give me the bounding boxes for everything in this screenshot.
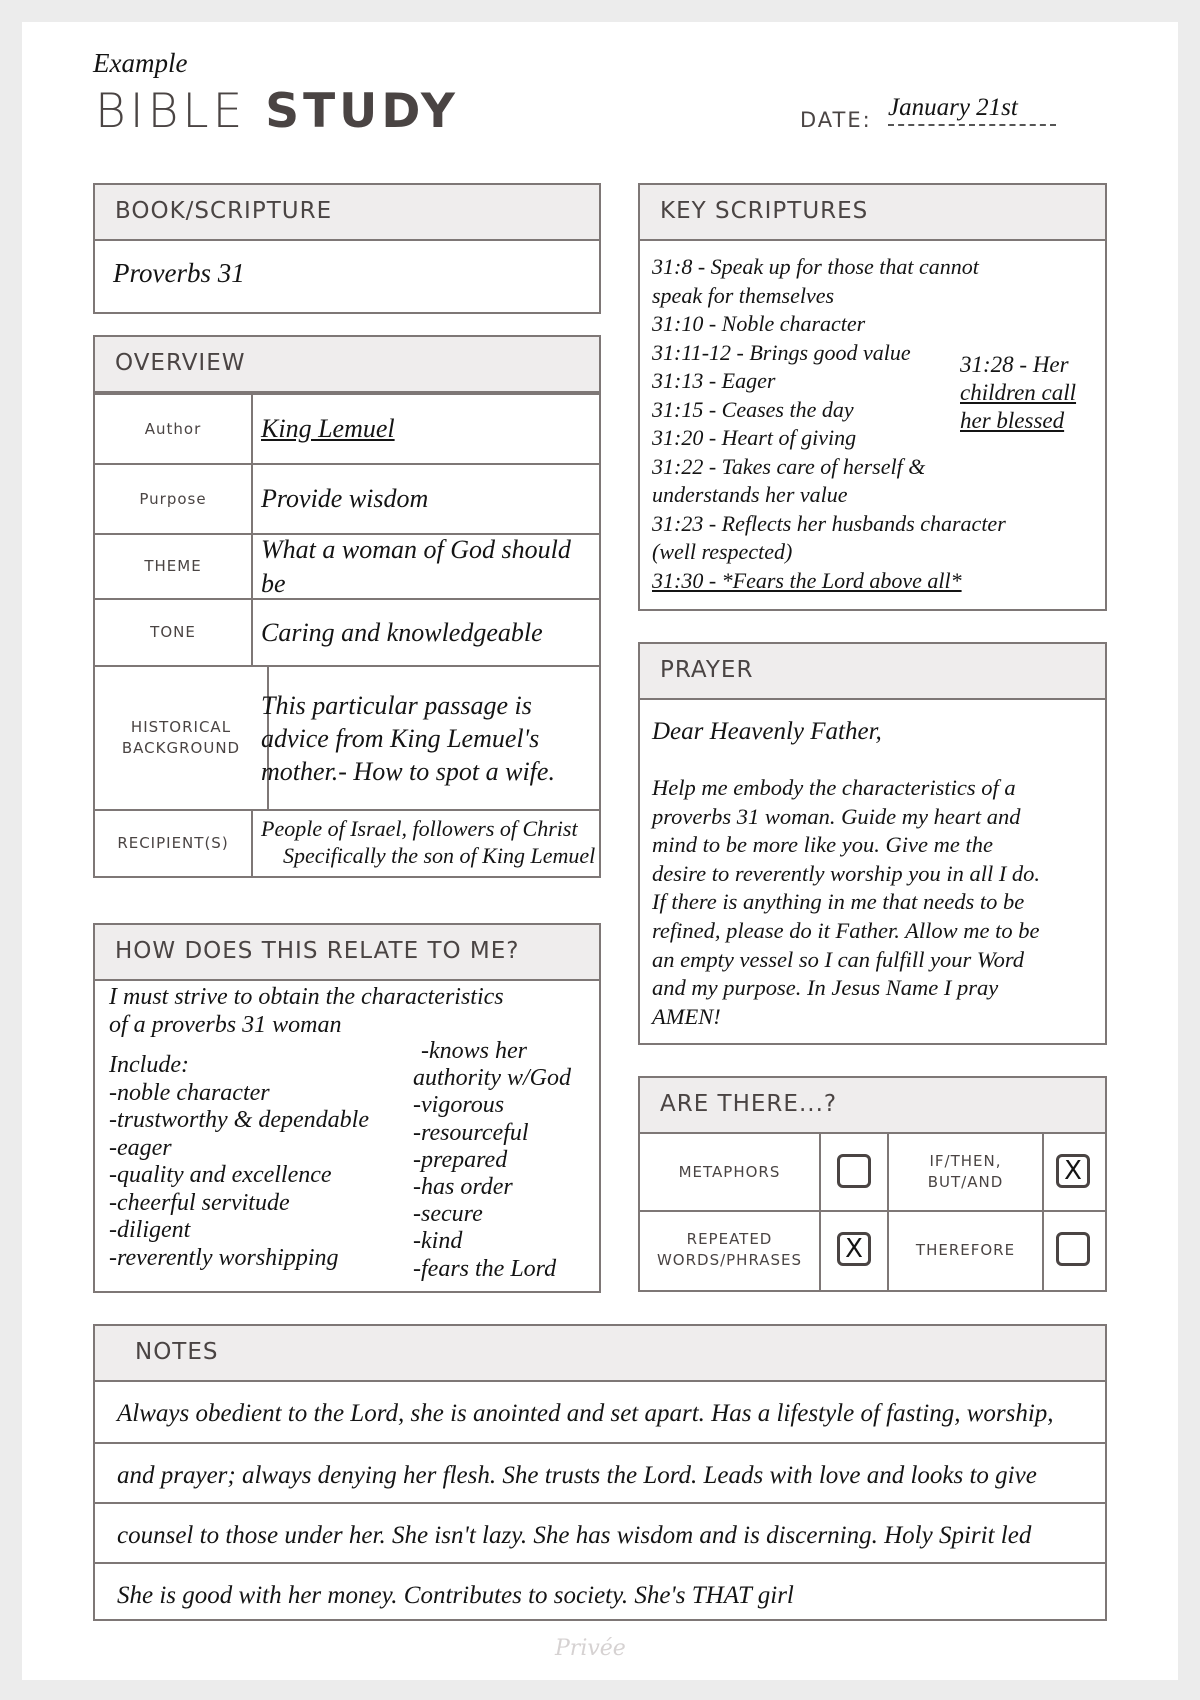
notes-line-2[interactable]: and prayer; always denying her flesh. She trusts the Lord. Leads with love and looks to give	[95, 1442, 1105, 1502]
prayer-line: desire to reverently worship you in all I do.	[652, 860, 1041, 886]
title-light-word: BIBLE	[95, 84, 247, 139]
title-bold-word: STUDY	[265, 84, 459, 139]
overview-row-historical-background	[95, 665, 599, 809]
side-note-line: children call	[960, 380, 1077, 405]
list-item: -reverently worshipping	[109, 1244, 339, 1271]
recipients-label: RECIPIENT(S)	[95, 811, 253, 876]
relate-intro-line-2: of a proverbs 31 woman	[109, 1012, 342, 1038]
list-item: -prepared	[413, 1146, 508, 1173]
notes-box	[93, 1324, 1107, 1621]
prayer-line: AMEN!	[652, 1003, 721, 1029]
notes-line-4[interactable]: She is good with her money. Contributes to society. She's THAT girl	[95, 1562, 1105, 1619]
side-note-line: 31:28 - Her	[960, 352, 1069, 377]
key-scriptures-list[interactable]	[652, 253, 1006, 595]
tone-label: TONE	[95, 600, 253, 665]
date-field[interactable]: January 21st	[888, 94, 1056, 126]
relate-left-list[interactable]	[109, 1052, 369, 1272]
scripture-line: 31:22 - Takes care of herself &	[652, 453, 926, 479]
list-item: Include:	[109, 1052, 189, 1078]
metaphors-checkbox[interactable]	[837, 1154, 871, 1188]
scripture-line: understands her value	[652, 482, 848, 507]
therefore-checkbox[interactable]	[1056, 1232, 1090, 1266]
scripture-line: 31:13 - Eager	[652, 368, 776, 393]
prayer-line: Help me embody the characteristics of a	[652, 775, 1016, 800]
author-text: King Lemuel	[261, 414, 395, 444]
list-item: -vigorous	[413, 1092, 505, 1119]
list-item: -eager	[109, 1134, 172, 1161]
key-scriptures-box	[638, 183, 1107, 611]
prayer-line: an empty vessel so I can fulfill your Word	[652, 946, 1025, 972]
relate-intro[interactable]	[109, 983, 504, 1039]
side-note-line: her blessed	[960, 408, 1065, 433]
relate-right-list[interactable]	[413, 1038, 571, 1283]
scripture-line: (well respected)	[652, 539, 793, 564]
theme-label: THEME	[95, 535, 253, 598]
overview-row-tone	[95, 598, 599, 665]
scripture-line: 31:23 - Reflects her husbands character	[652, 510, 1006, 536]
historical-background-value[interactable]: This particular passage is advice from King Lemuel's mother.- How to spot a wife.	[261, 690, 555, 786]
relate-intro-line-1: I must strive to obtain the characteristics	[109, 984, 504, 1010]
scripture-line: 31:30 - *Fears the Lord above all*	[652, 567, 962, 593]
prayer-box	[638, 642, 1107, 1045]
prayer-line: proverbs 31 woman. Guide my heart and	[652, 803, 1021, 829]
if-then-label: IF/THEN, BUT/AND	[927, 1152, 1004, 1191]
tone-value[interactable]: Caring and knowledgeable	[261, 617, 543, 647]
key-scriptures-heading: KEY SCRIPTURES	[640, 185, 1105, 241]
author-label: Author	[95, 395, 253, 463]
if-then-checkbox[interactable]: X	[1056, 1154, 1090, 1188]
book-scripture-value[interactable]: Proverbs 31	[113, 258, 245, 288]
notes-line-3[interactable]: counsel to those under her. She isn't lazy. She has wisdom and is discerning. Holy Spirit led	[95, 1502, 1105, 1562]
author-value[interactable]	[261, 395, 591, 463]
key-scriptures-side-note[interactable]	[960, 351, 1076, 435]
list-item: -resourceful	[413, 1119, 529, 1146]
book-scripture-heading: BOOK/SCRIPTURE	[95, 185, 599, 241]
prayer-body[interactable]	[652, 774, 1040, 1031]
list-item: -kind	[413, 1228, 463, 1255]
prayer-line: refined, please do it Father. Allow me to be	[652, 917, 1040, 943]
overview-box	[93, 335, 601, 878]
repeated-words-label: REPEATED WORDS/PHRASES	[656, 1230, 803, 1269]
recipients-value[interactable]	[261, 815, 595, 869]
grid-divider	[1042, 1134, 1044, 1290]
historical-background-label: HISTORICAL BACKGROUND	[95, 667, 269, 809]
recipients-line-2: Specifically the son of King Lemuel	[283, 843, 596, 868]
metaphors-label: METAPHORS	[678, 1162, 781, 1181]
prayer-heading: PRAYER	[640, 644, 1105, 700]
therefore-label: THEREFORE	[915, 1240, 1016, 1259]
book-scripture-box	[93, 183, 601, 314]
notes-line-1[interactable]: Always obedient to the Lord, she is anointed and set apart. Has a lifestyle of fasting, worship,	[117, 1400, 1054, 1427]
are-there-box	[638, 1076, 1107, 1292]
scripture-line: 31:8 - Speak up for those that cannot	[652, 254, 979, 279]
notes-heading: NOTES	[95, 1326, 1105, 1382]
theme-value[interactable]: What a woman of God should be	[261, 534, 571, 598]
overview-row-purpose	[95, 463, 599, 533]
list-item: -knows her	[421, 1038, 527, 1064]
list-item: -diligent	[109, 1217, 191, 1243]
list-item: authority w/God	[413, 1065, 572, 1092]
prayer-line: If there is anything in me that needs to be	[652, 889, 1025, 915]
overview-heading: OVERVIEW	[95, 337, 599, 393]
prayer-line: and my purpose. In Jesus Name I pray	[652, 975, 999, 1001]
list-item: -trustworthy & dependable	[109, 1107, 369, 1133]
date-label: DATE:	[800, 108, 872, 132]
overview-row-theme	[95, 533, 599, 598]
list-item: -cheerful servitude	[109, 1189, 290, 1216]
recipients-line-1: People of Israel, followers of Christ	[261, 816, 578, 841]
watermark: Privée	[555, 1636, 626, 1661]
relate-heading: HOW DOES THIS RELATE TO ME?	[95, 925, 599, 981]
overview-row-recipients	[95, 809, 599, 876]
list-item: -quality and excellence	[109, 1162, 332, 1188]
scripture-line: speak for themselves	[652, 282, 835, 308]
overview-row-author	[95, 393, 599, 463]
list-item: -noble character	[109, 1079, 270, 1106]
scripture-line: 31:11-12 - Brings good value	[652, 339, 911, 365]
scripture-line: 31:20 - Heart of giving	[652, 425, 857, 450]
example-label: Example	[93, 48, 188, 78]
list-item: -fears the Lord	[413, 1255, 557, 1282]
relate-box	[93, 923, 601, 1293]
scripture-line: 31:15 - Ceases the day	[652, 396, 854, 422]
scripture-line: 31:10 - Noble character	[652, 311, 866, 336]
grid-divider	[819, 1134, 821, 1290]
are-there-heading: ARE THERE...?	[640, 1078, 1105, 1134]
purpose-label: Purpose	[95, 465, 253, 533]
purpose-value[interactable]: Provide wisdom	[261, 484, 429, 514]
prayer-greeting[interactable]: Dear Heavenly Father,	[652, 718, 882, 745]
page-title	[95, 84, 459, 139]
repeated-words-checkbox[interactable]: X	[837, 1232, 871, 1266]
list-item: -has order	[413, 1174, 513, 1201]
prayer-line: mind to be more like you. Give me the	[652, 832, 993, 858]
list-item: -secure	[413, 1201, 483, 1228]
